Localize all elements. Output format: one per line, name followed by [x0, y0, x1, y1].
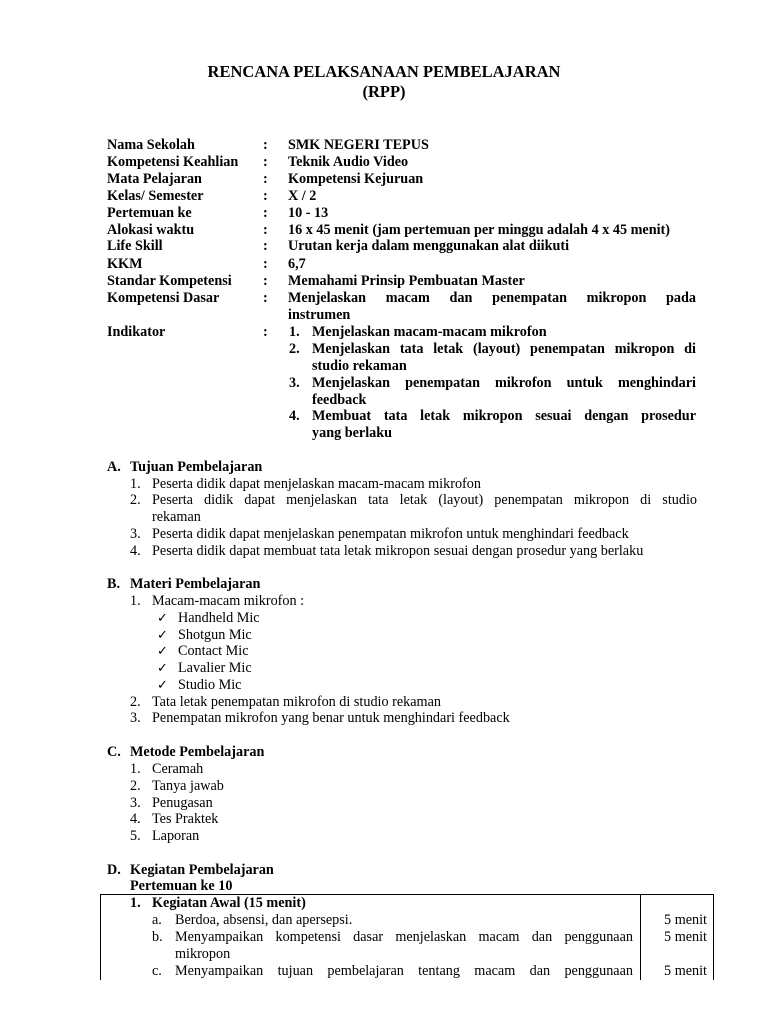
- section-heading: Kegiatan Pembelajaran: [130, 862, 274, 878]
- check-item: Studio Mic: [178, 677, 242, 693]
- checkmark-icon: ✓: [157, 644, 168, 659]
- list-number: 1.: [130, 593, 141, 609]
- list-number: 3.: [130, 795, 141, 811]
- list-number: 1.: [130, 761, 141, 777]
- list-item: Peserta didik dapat membuat tata letak mikropon sesuai dengan prosedur yang berlaku: [152, 543, 644, 559]
- table-row-letter: c.: [152, 963, 162, 979]
- document-subtitle: (RPP): [362, 82, 406, 101]
- checkmark-icon: ✓: [157, 678, 168, 693]
- indikator-text: Menjelaskan macam-macam mikrofon: [312, 324, 547, 340]
- identity-value: instrumen: [288, 307, 351, 323]
- identity-colon: :: [263, 256, 268, 272]
- identity-value: Memahami Prinsip Pembuatan Master: [288, 273, 525, 289]
- identity-colon: :: [263, 188, 268, 204]
- indikator-text: yang berlaku: [312, 425, 393, 441]
- identity-label: Mata Pelajaran: [107, 171, 202, 187]
- indikator-number: 1.: [289, 324, 300, 340]
- list-item: Tata letak penempatan mikrofon di studio rekaman: [152, 694, 441, 710]
- table-row-text: Menyampaikan tujuan pembelajaran tentang macam dan penggunaan: [175, 963, 633, 979]
- section-subheading: Pertemuan ke 10: [130, 878, 233, 894]
- check-item: Shotgun Mic: [178, 627, 252, 643]
- indikator-text: Menjelaskan tata letak (layout) penempatan mikropon di: [312, 341, 696, 357]
- identity-label: Kelas/ Semester: [107, 188, 204, 204]
- identity-value: Teknik Audio Video: [288, 154, 409, 170]
- indikator-text: Membuat tata letak mikropon sesuai dengan prosedur: [312, 408, 696, 424]
- checkmark-icon: ✓: [157, 661, 168, 676]
- indikator-text: feedback: [312, 392, 367, 408]
- identity-value: 16 x 45 menit (jam pertemuan per minggu adalah 4 x 45 menit): [288, 222, 670, 238]
- list-item: Tes Praktek: [152, 811, 219, 827]
- list-item: Ceramah: [152, 761, 204, 777]
- identity-value: X / 2: [288, 188, 317, 204]
- list-number: 2.: [130, 778, 141, 794]
- identity-colon: :: [263, 273, 268, 289]
- table-column-divider: [640, 894, 641, 980]
- identity-colon: :: [263, 290, 268, 306]
- list-number: 1.: [130, 476, 141, 492]
- list-number: 2.: [130, 492, 141, 508]
- indikator-text: Menjelaskan penempatan mikrofon untuk menghindari: [312, 375, 696, 391]
- table-row-letter: a.: [152, 912, 162, 928]
- list-item: Peserta didik dapat menjelaskan tata letak (layout) penempatan mikropon di studio: [152, 492, 697, 508]
- identity-label: Alokasi waktu: [107, 222, 195, 238]
- list-item: Peserta didik dapat menjelaskan macam-macam mikrofon: [152, 476, 481, 492]
- section-letter: A.: [107, 459, 121, 475]
- identity-colon: :: [263, 137, 268, 153]
- section-heading: Materi Pembelajaran: [130, 576, 261, 592]
- document-title: RENCANA PELAKSANAAN PEMBELAJARAN: [207, 62, 561, 81]
- list-item: Tanya jawab: [152, 778, 224, 794]
- identity-label: Kompetensi Keahlian: [107, 154, 239, 170]
- list-item: Laporan: [152, 828, 200, 844]
- section-letter: C.: [107, 744, 121, 760]
- list-number: 4.: [130, 543, 141, 559]
- identity-label: Kompetensi Dasar: [107, 290, 220, 306]
- identity-value: Urutan kerja dalam menggunakan alat diikuti: [288, 238, 570, 254]
- table-group-number: 1.: [130, 895, 141, 911]
- section-heading: Tujuan Pembelajaran: [130, 459, 263, 475]
- check-item: Contact Mic: [178, 643, 249, 659]
- identity-label: Pertemuan ke: [107, 205, 192, 221]
- identity-value: 6,7: [288, 256, 306, 272]
- check-item: Handheld Mic: [178, 610, 260, 626]
- identity-colon: :: [263, 205, 268, 221]
- list-number: 2.: [130, 694, 141, 710]
- list-item: Macam-macam mikrofon :: [152, 593, 305, 609]
- list-number: 3.: [130, 526, 141, 542]
- table-row-text: Berdoa, absensi, dan apersepsi.: [175, 912, 353, 928]
- table-group-title: Kegiatan Awal (15 menit): [152, 895, 306, 911]
- list-item: Penugasan: [152, 795, 213, 811]
- table-row-time: 5 menit: [664, 929, 707, 945]
- list-item: rekaman: [152, 509, 201, 525]
- identity-colon: :: [263, 154, 268, 170]
- indikator-label: Indikator: [107, 324, 166, 340]
- identity-colon: :: [263, 222, 268, 238]
- check-item: Lavalier Mic: [178, 660, 252, 676]
- list-item: Peserta didik dapat menjelaskan penempatan mikrofon untuk menghindari feedback: [152, 526, 629, 542]
- identity-label: Nama Sekolah: [107, 137, 195, 153]
- list-number: 3.: [130, 710, 141, 726]
- identity-colon: :: [263, 238, 268, 254]
- identity-label: Standar Kompetensi: [107, 273, 232, 289]
- indikator-number: 4.: [289, 408, 300, 424]
- identity-value: Kompetensi Kejuruan: [288, 171, 424, 187]
- table-row-time: 5 menit: [664, 963, 707, 979]
- table-row-text: Menyampaikan kompetensi dasar menjelaskan macam dan penggunaan: [175, 929, 633, 945]
- section-heading: Metode Pembelajaran: [130, 744, 265, 760]
- list-item: Penempatan mikrofon yang benar untuk menghindari feedback: [152, 710, 510, 726]
- identity-label: KKM: [107, 256, 143, 272]
- indikator-number: 3.: [289, 375, 300, 391]
- list-number: 4.: [130, 811, 141, 827]
- table-row-time: 5 menit: [664, 912, 707, 928]
- identity-value: SMK NEGERI TEPUS: [288, 137, 429, 153]
- list-number: 5.: [130, 828, 141, 844]
- section-letter: B.: [107, 576, 121, 592]
- table-row-letter: b.: [152, 929, 163, 945]
- section-letter: D.: [107, 862, 121, 878]
- table-row-text: mikropon: [175, 946, 231, 962]
- indikator-number: 2.: [289, 341, 300, 357]
- identity-value: Menjelaskan macam dan penempatan mikropon pada: [288, 290, 696, 306]
- identity-colon: :: [263, 324, 268, 340]
- checkmark-icon: ✓: [157, 628, 168, 643]
- checkmark-icon: ✓: [157, 611, 168, 626]
- identity-colon: :: [263, 171, 268, 187]
- indikator-text: studio rekaman: [312, 358, 407, 374]
- identity-value: 10 - 13: [288, 205, 329, 221]
- identity-label: Life Skill: [107, 238, 163, 254]
